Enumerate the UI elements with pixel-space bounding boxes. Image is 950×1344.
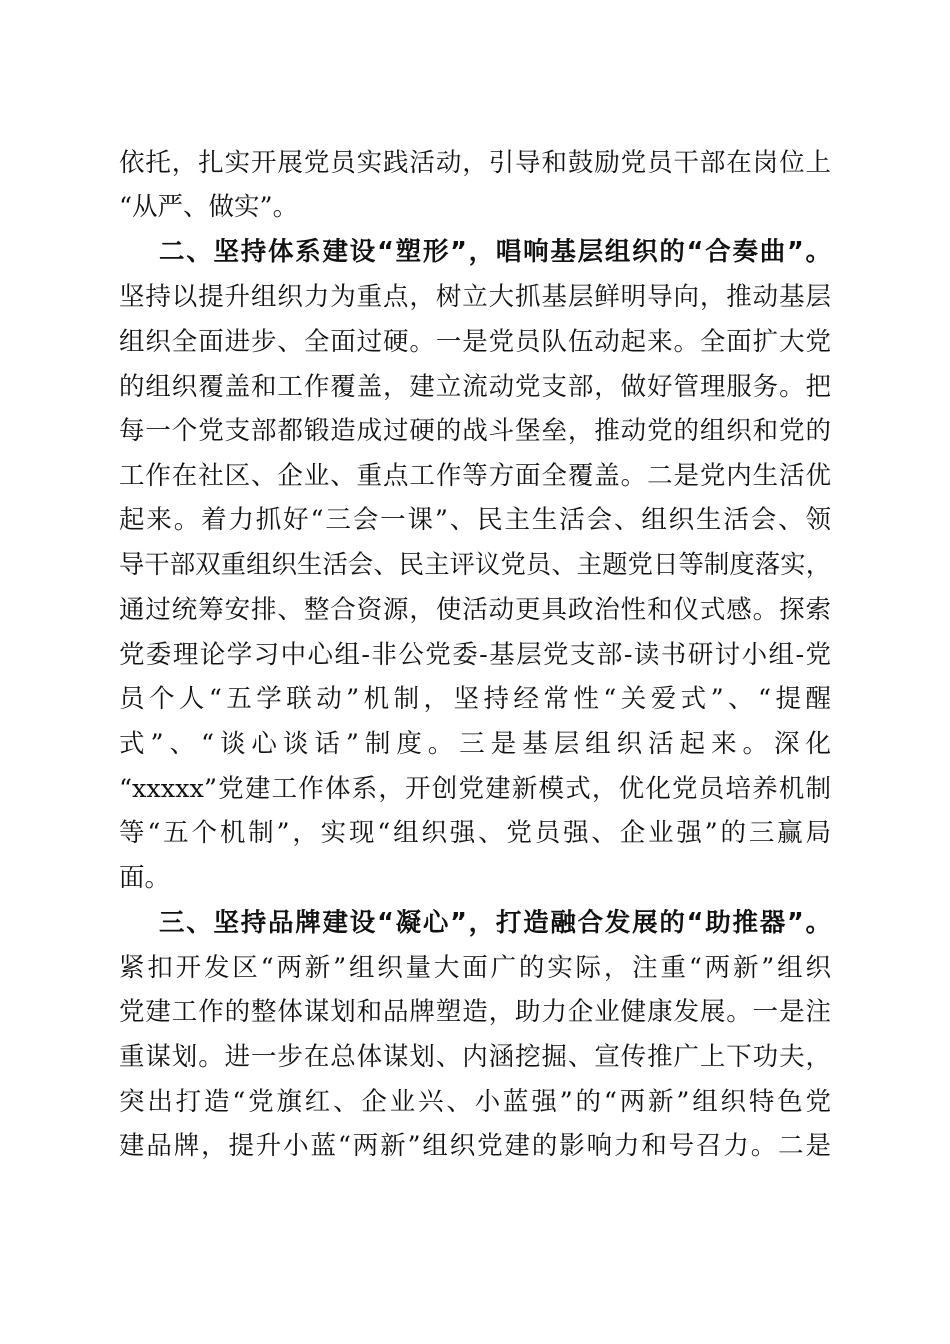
body-text-line: 工作在社区、企业、重点工作等方面全覆盖。二是党内生活优 bbox=[119, 461, 831, 491]
body-text-line: 突出打造“党旗红、企业兴、小蓝强”的“两新”组织特色党 bbox=[119, 1087, 831, 1117]
body-text-line: 党建工作的整体谋划和品牌塑造，助力企业健康发展。一是注 bbox=[119, 997, 831, 1027]
body-text-line: 员个人“五学联动”机制，坚持经常性“关爱式”、“提醒 bbox=[119, 684, 831, 714]
body-text-line: 每一个党支部都锻造成过硬的战斗堡垒，推动党的组织和党的 bbox=[119, 416, 831, 446]
body-text-line: 坚持以提升组织力为重点，树立大抓基层鲜明导向，推动基层 bbox=[119, 282, 831, 312]
body-text-line: 面。 bbox=[119, 863, 171, 893]
body-text-line: 通过统筹安排、整合资源，使活动更具政治性和仪式感。探索 bbox=[119, 595, 831, 625]
body-text-line: 的组织覆盖和工作覆盖，建立流动党支部，做好管理服务。把 bbox=[119, 372, 831, 402]
body-text-line: 依托，扎实开展党员实践活动，引导和鼓励党员干部在岗位上 bbox=[119, 148, 831, 178]
body-text-line: “从严、做实”。 bbox=[119, 192, 299, 222]
body-text-line: 起来。着力抓好“三会一课”、民主生活会、组织生活会、领 bbox=[119, 505, 831, 535]
body-text-line: 紧扣开发区“两新”组织量大面广的实际，注重“两新”组织 bbox=[119, 953, 831, 983]
body-text-line: 重谋划。进一步在总体谋划、内涵挖掘、宣传推广上下功夫， bbox=[119, 1042, 831, 1072]
section-heading-3: 三、坚持品牌建设“凝心”，打造融合发展的“助推器”。 bbox=[159, 908, 831, 938]
body-text-line: “xxxxx”党建工作体系，开创党建新模式，优化党员培养机制 bbox=[119, 774, 831, 804]
body-text-line: 建品牌，提升小蓝“两新”组织党建的影响力和号召力。二是 bbox=[119, 1131, 831, 1161]
section-heading-2: 二、坚持体系建设“塑形”，唱响基层组织的“合奏曲”。 bbox=[159, 237, 831, 267]
body-text-line: 等“五个机制”，实现“组织强、党员强、企业强”的三赢局 bbox=[119, 818, 831, 848]
body-text-line: 党委理论学习中心组-非公党委-基层党支部-读书研讨小组-党 bbox=[119, 640, 831, 670]
body-text-line: 式”、“谈心谈话”制度。三是基层组织活起来。深化 bbox=[119, 729, 831, 759]
body-text-line: 组织全面进步、全面过硬。一是党员队伍动起来。全面扩大党 bbox=[119, 327, 831, 357]
body-text-line: 导干部双重组织生活会、民主评议党员、主题党日等制度落实， bbox=[119, 550, 831, 579]
